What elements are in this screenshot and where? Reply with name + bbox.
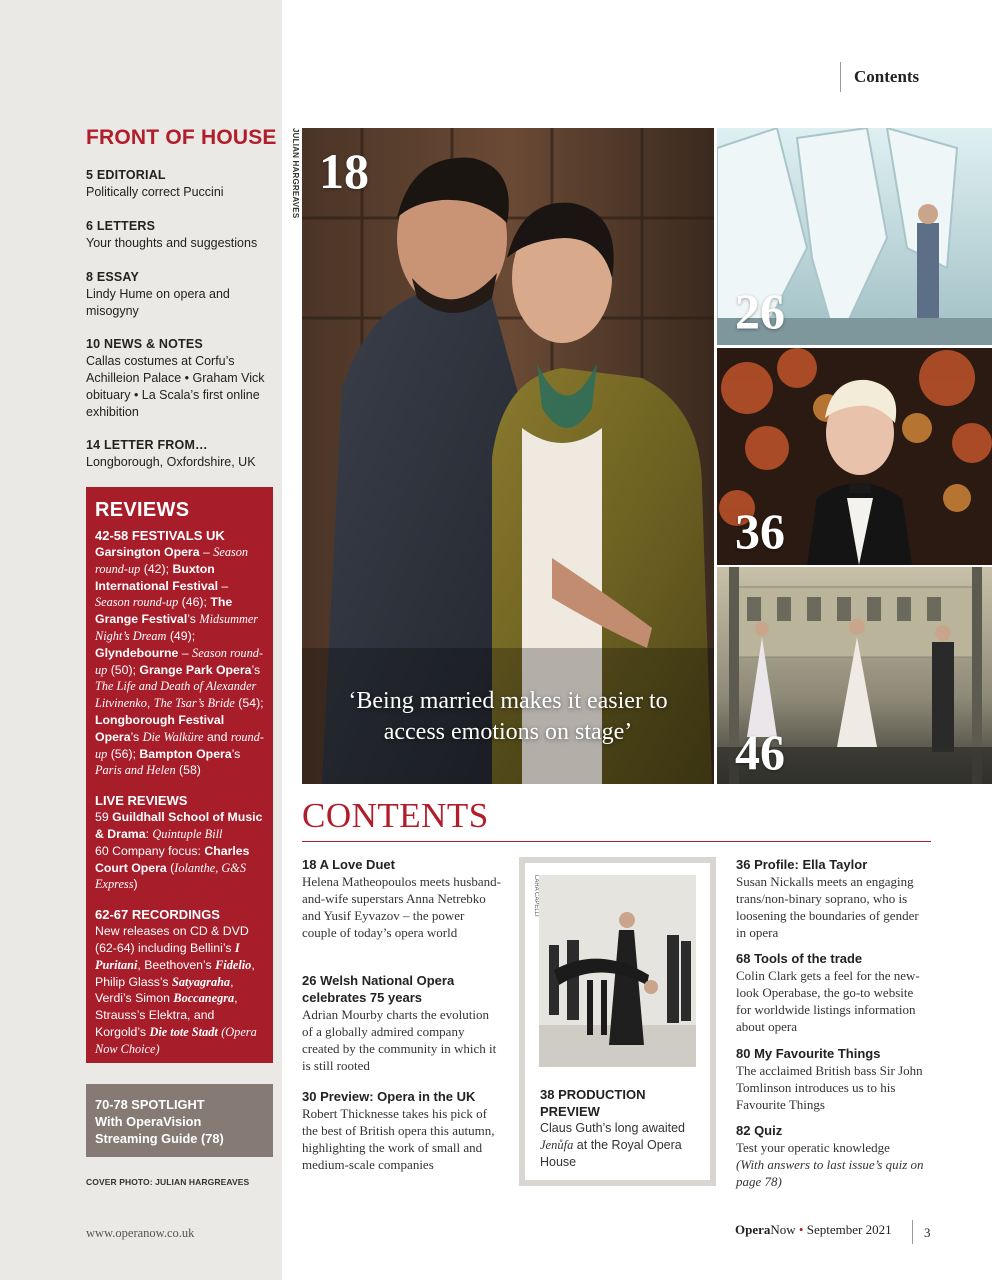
entry-text: Test your operatic knowledge <box>736 1140 890 1155</box>
rich-text-segment: – <box>218 578 229 593</box>
rich-text-segment: Bampton Opera <box>139 746 232 761</box>
production-preview-box[interactable] <box>519 857 716 1186</box>
rich-text-segment: (Opera Now Choice) <box>95 1024 257 1056</box>
rich-text-segment: (58) <box>175 763 201 778</box>
spotlight-box[interactable] <box>86 1084 273 1157</box>
rich-text-segment: Longborough Festival Opera <box>95 712 225 744</box>
rich-text-segment: (49); <box>166 628 196 643</box>
entry-text-italic <box>736 1156 931 1190</box>
entry-heading: 36 Profile: Ella Taylor <box>736 857 868 872</box>
footer-issue <box>735 1222 892 1238</box>
rich-text-segment: The Life and Death of Alexander Litvinenko <box>95 679 257 711</box>
rich-text-segment: Satyagraha <box>172 974 231 989</box>
footer-separator-dot: • <box>798 1222 804 1237</box>
entry-heading: 30 Preview: Opera in the UK <box>302 1089 476 1104</box>
rich-text-segment: Fidelio <box>215 957 252 972</box>
contents-entry-preview[interactable] <box>302 1088 502 1173</box>
rich-text-segment: and <box>203 729 231 744</box>
reviews-festivals-heading: 42-58 FESTIVALS UK <box>95 528 225 543</box>
side-photo-page-number: 46 <box>735 724 785 780</box>
foh-item-text: Politically correct Puccini <box>86 185 224 199</box>
rich-text-segment: (46); <box>178 595 211 610</box>
rich-text-segment: ) <box>133 877 138 892</box>
entry-text: Susan Nickalls meets an engaging trans/non-binary soprano, who is loosening the boundaries of gender in opera <box>736 874 919 940</box>
rich-text-segment: ( <box>166 860 175 875</box>
rich-text-segment: (42); <box>140 561 173 576</box>
footer-divider <box>912 1220 913 1244</box>
page-number: 3 <box>924 1225 931 1240</box>
rich-text-segment: , Beethoven’s <box>137 957 216 972</box>
foh-item-heading: 10 NEWS & NOTES <box>86 337 203 351</box>
rich-text-segment: The Tsar’s Bride <box>153 696 235 711</box>
production-text-part: Claus Guth’s long awaited <box>540 1121 685 1135</box>
main-photo[interactable] <box>302 128 714 784</box>
rich-text-segment: Season round-up <box>95 545 249 576</box>
rich-text-segment: Garsington Opera <box>95 545 200 559</box>
entry-heading: 82 Quiz <box>736 1123 783 1138</box>
main-photo-page-number: 18 <box>319 143 369 199</box>
rich-text-segment: (50); <box>107 662 140 677</box>
contents-divider <box>302 841 931 842</box>
foh-item-heading: 8 ESSAY <box>86 270 140 284</box>
reviews-title: REVIEWS <box>95 499 190 521</box>
rich-text-segment: ’s <box>130 729 143 744</box>
entry-heading: 26 Welsh National Opera celebrates 75 years <box>302 973 455 1005</box>
rich-text-segment: (54); <box>234 696 264 711</box>
rich-text-segment: – <box>199 545 214 559</box>
rich-text-segment: Grange Park Opera <box>139 662 252 677</box>
reviews-festivals[interactable] <box>95 528 264 779</box>
rich-text-segment: Buxton International Festival <box>95 561 218 593</box>
foh-item-text: Your thoughts and suggestions <box>86 236 258 250</box>
foh-item-text: Longborough, Oxfordshire, UK <box>86 455 256 469</box>
rich-text-segment: ’s <box>187 612 200 627</box>
contents-entry-quiz[interactable] <box>736 1122 931 1190</box>
rich-text-segment: Iolanthe, G&S Express <box>95 860 246 892</box>
entry-heading: 80 My Favourite Things <box>736 1046 881 1061</box>
reviews-recordings-text <box>95 923 264 1057</box>
side-photo-46[interactable] <box>717 567 992 784</box>
rich-text-segment: Season round-up <box>95 645 263 677</box>
issue-date: September 2021 <box>806 1222 892 1237</box>
front-of-house-title: FRONT OF HOUSE <box>86 126 277 149</box>
brand-name-rest: Now <box>770 1222 796 1237</box>
side-photo-page-number: 26 <box>735 283 785 339</box>
rich-text-segment: , Strauss’s Elektra, and Korgold’s <box>95 991 238 1039</box>
spotlight-text: With OperaVision Streaming Guide (78) <box>95 1114 224 1146</box>
brand-name-bold: Opera <box>735 1222 771 1237</box>
reviews-live[interactable] <box>95 793 264 893</box>
rich-text-segment: ’s <box>251 662 261 677</box>
entry-text: Robert Thicknesse takes his pick of the best of British opera this autumn, highlighting the work of small and medium-scale companies <box>302 1106 495 1172</box>
rich-text-segment: (56); <box>107 746 140 761</box>
production-text-part: at the Royal Opera House <box>540 1138 682 1169</box>
foh-item-essay[interactable] <box>86 269 246 320</box>
rich-text-segment: Die tote Stadt <box>149 1024 218 1039</box>
rich-text-segment: Quintuple Bill <box>152 826 223 841</box>
foh-item-heading: 6 LETTERS <box>86 219 156 233</box>
reviews-live-text <box>95 809 264 893</box>
website-url[interactable]: www.operanow.co.uk <box>86 1226 195 1240</box>
main-photo-credit: JULIAN HARGREAVES <box>291 128 300 219</box>
rich-text-segment: , <box>146 696 154 711</box>
spotlight-heading: 70-78 SPOTLIGHT <box>95 1097 205 1112</box>
foh-item-text: Lindy Hume on opera and misogyny <box>86 287 230 318</box>
cover-photo-credit: COVER PHOTO: JULIAN HARGREAVES <box>86 1177 250 1187</box>
rich-text-segment: ’s <box>231 746 241 761</box>
rich-text-segment: I Puritani <box>95 940 240 972</box>
rich-text-segment: – <box>178 645 193 660</box>
reviews-recordings-heading: 62-67 RECORDINGS <box>95 907 220 923</box>
rich-text-segment: New releases on CD & DVD (62-64) including Bellini’s <box>95 924 249 955</box>
side-photo-page-number: 36 <box>735 503 785 559</box>
rich-text-segment: Paris and Helen <box>95 763 176 778</box>
production-preview-text <box>540 1120 705 1171</box>
rich-text-segment: Glyndebourne <box>95 645 179 660</box>
contents-entry-favourite-things[interactable] <box>736 1045 931 1113</box>
reviews-live-heading: LIVE REVIEWS <box>95 793 188 809</box>
rich-text-segment: 59 <box>95 810 113 825</box>
rich-text-segment: Die Walküre <box>142 729 204 744</box>
entry-heading: 18 A Love Duet <box>302 857 395 872</box>
rich-text-segment: round-up <box>95 729 264 761</box>
contents-heading: CONTENTS <box>302 796 489 835</box>
rich-text-segment: Season round-up <box>95 595 179 610</box>
contents-entry-love-duet[interactable] <box>302 856 502 941</box>
rich-text-segment: : <box>145 826 153 841</box>
rich-text-segment: 60 Company focus: <box>95 843 205 858</box>
reviews-festivals-text <box>95 544 264 779</box>
rich-text-segment: The Grange Festival <box>95 595 233 627</box>
contents-entry-wno[interactable] <box>302 972 502 1074</box>
entry-text: Adrian Mourby charts the evolution of a globally admired company created by the community in which it is still rooted <box>302 1007 497 1073</box>
reviews-box <box>86 487 273 1063</box>
contents-entry-tools[interactable] <box>736 950 931 1035</box>
foh-item-heading: 5 EDITORIAL <box>86 168 166 182</box>
rich-text-segment: , Verdi’s Simon <box>95 974 234 1006</box>
production-preview-heading: 38 PRODUCTION PREVIEW <box>540 1087 646 1119</box>
production-text-title: Jenůfa <box>540 1138 574 1152</box>
entry-text: Helena Matheopoulos meets husband-and-wife superstars Anna Netrebko and Yusif Eyvazov – the power couple of today’s opera world <box>302 874 501 940</box>
entry-text: Colin Clark gets a feel for the new-look Operabase, the go-to website for worldwide listings information about opera <box>736 968 920 1034</box>
rich-text-segment: Midsummer Night’s Dream <box>95 612 259 643</box>
entry-heading: 68 Tools of the trade <box>736 951 863 966</box>
main-photo-quote: ‘Being married makes it easier to access emotions on stage’ <box>348 688 668 745</box>
foh-item-news[interactable] <box>86 336 266 421</box>
rich-text-segment: Guildhall School of Music & Drama <box>95 810 263 841</box>
production-photo-credit: LARA CAPELLI <box>533 875 539 917</box>
foh-item-letters[interactable] <box>86 218 272 252</box>
foh-item-letter-from[interactable] <box>86 437 272 471</box>
entry-text: The acclaimed British bass Sir John Tomlinson introduces us to his Favourite Things <box>736 1063 923 1112</box>
rich-text-segment: , Philip Glass’s <box>95 957 255 989</box>
production-photo <box>539 875 696 1067</box>
side-photo-26[interactable] <box>717 128 992 345</box>
rich-text-segment: Boccanegra <box>173 991 235 1006</box>
foh-item-text: Callas costumes at Corfu’s Achilleion Palace • Graham Vick obituary • La Scala’s first online exhibition <box>86 354 265 419</box>
production-photo-illustration <box>539 875 696 1067</box>
side-photo-36[interactable] <box>717 348 992 565</box>
section-label: Contents <box>840 62 919 92</box>
foh-item-heading: 14 LETTER FROM… <box>86 438 208 452</box>
foh-item-editorial[interactable] <box>86 167 272 201</box>
quiz-answers-note: (With answers to last issue’s quiz on page 78) <box>736 1157 924 1189</box>
contents-entry-profile[interactable] <box>736 856 931 941</box>
reviews-recordings[interactable] <box>95 907 264 1057</box>
rich-text-segment: Charles Court Opera <box>95 843 250 875</box>
